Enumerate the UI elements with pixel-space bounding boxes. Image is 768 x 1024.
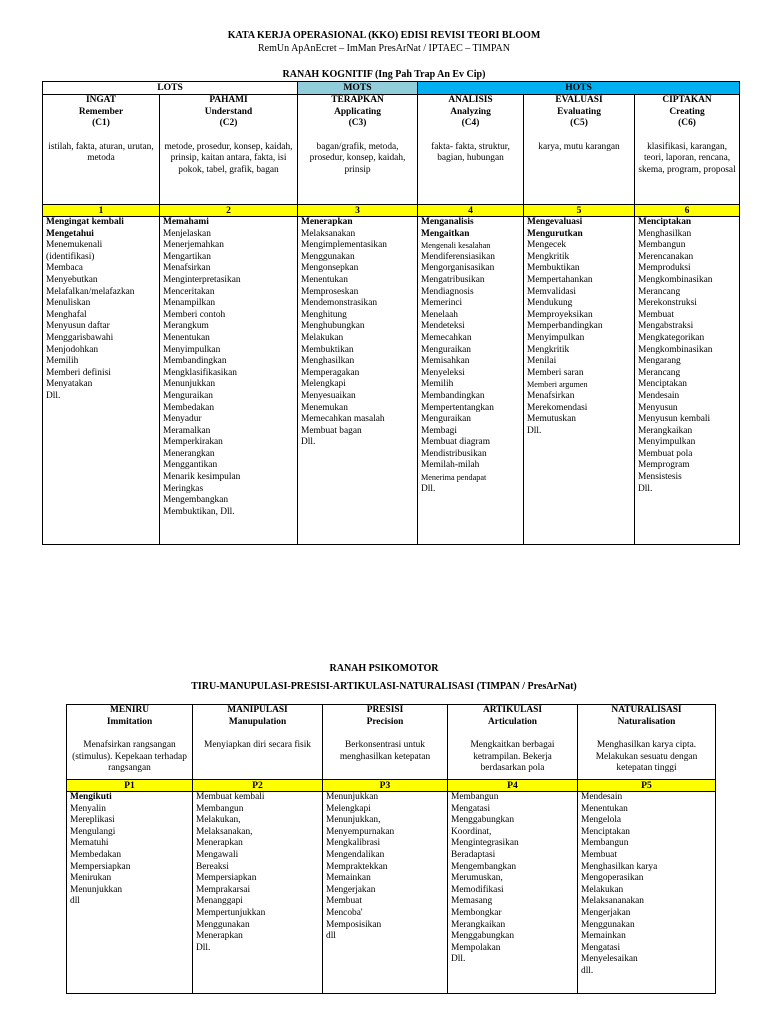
- verb-item: Merangkaikan: [451, 919, 506, 930]
- verb-item: Mempertunjukkan: [196, 907, 266, 918]
- verb-item: dll: [70, 896, 80, 907]
- level-code: (C1): [92, 118, 110, 129]
- verb-item: Melaksanakan: [301, 228, 356, 239]
- level-description: istilah, fakta, aturan, urutan, metoda: [48, 141, 154, 164]
- verb-item: Memproyeksikan: [527, 309, 593, 320]
- verb-item: Merekonstruksi: [638, 298, 697, 309]
- verb-item: Mendemonstrasikan: [301, 298, 378, 309]
- verb-item: Membongkar: [451, 907, 502, 918]
- level-name-en: Manupulation: [228, 716, 287, 727]
- verb-item: Memproduksi: [638, 263, 691, 274]
- verb-item: Membangun: [451, 792, 499, 802]
- verb-item: Menggabungkan: [451, 931, 515, 942]
- verb-item: Koordinat,: [451, 826, 492, 837]
- verb-item: Dll.: [451, 954, 466, 965]
- verb-item: Menjodohkan: [46, 344, 99, 355]
- level-name-en: Remember: [78, 106, 124, 117]
- verb-item: Membangun: [196, 803, 244, 814]
- band-hots: HOTS: [418, 82, 740, 95]
- verb-item: dll.: [581, 965, 594, 976]
- verb-item: Mengkritik: [527, 251, 570, 262]
- verb-item: Menggunakan: [301, 251, 355, 262]
- verb-item: Menyatakan: [46, 379, 93, 390]
- verb-item: Menganalisis: [421, 217, 474, 227]
- verb-item: Menuliskan: [46, 298, 91, 309]
- verb-item: Memberi definisi: [46, 367, 111, 378]
- verb-item: Menerapkan: [196, 838, 243, 849]
- verb-item: Mengkategorikan: [638, 332, 705, 343]
- verb-item: Mempertahankan: [527, 274, 593, 285]
- verb-item: Merencanakan: [638, 251, 694, 262]
- verb-item: Mengorganisasikan: [421, 263, 495, 274]
- level-code: (C5): [570, 118, 588, 129]
- verb-item: Memproseskan: [301, 286, 359, 297]
- level-name-en: Immitation: [106, 716, 153, 727]
- verb-item: Mengawali: [196, 849, 239, 860]
- level-name: ARTIKULASI: [482, 705, 543, 715]
- kognitif-table: [42, 81, 740, 545]
- verb-item: Menemukenali: [46, 240, 103, 251]
- verb-item: Menggarisbawahi: [46, 332, 114, 343]
- verb-list: [160, 217, 298, 545]
- verb-item: Memasang: [451, 896, 493, 907]
- verb-item: Mengaitkan: [421, 228, 470, 239]
- verb-item: Mengerjakan: [326, 884, 376, 895]
- level-number: 3: [298, 205, 418, 217]
- psikomotor-subtitle: TIRU-MANUPULASI-PRESISI-ARTIKULASI-NATURALISASI (TIMPAN / PresArNat): [191, 681, 577, 692]
- kognitif-header-cell: [43, 95, 160, 205]
- level-description: karya, mutu karangan: [538, 141, 620, 152]
- verb-item: Mengkombinasikan: [638, 344, 713, 355]
- verb-item: Menyebutkan: [46, 274, 98, 285]
- verb-item: Mengarang: [638, 356, 681, 367]
- verb-item: Melaksanakan,: [196, 826, 253, 837]
- verb-item: Mempolakan: [451, 942, 501, 953]
- verb-item: Menggunakan: [581, 919, 635, 930]
- level-number: P4: [448, 780, 578, 792]
- verb-item: Meringkas: [163, 483, 204, 494]
- verb-item: Menyadur: [163, 414, 202, 425]
- verb-item: Mempraktekkan: [326, 861, 388, 872]
- verb-item: Mendukung: [527, 298, 573, 309]
- verb-item: Menunjukkan: [163, 379, 216, 390]
- verb-item: Menghafal: [46, 309, 87, 320]
- verb-item: Menerangkan: [163, 448, 215, 459]
- level-number: P1: [67, 780, 193, 792]
- verb-item: Menjelaskan: [163, 228, 211, 239]
- psikomotor-title: RANAH PSIKOMOTOR: [329, 663, 439, 674]
- verb-item: Mematuhi: [70, 838, 109, 849]
- verb-item: Mengikuti: [70, 792, 112, 802]
- verb-item: Mengatribusikan: [421, 274, 485, 285]
- verb-item: Menampilkan: [163, 298, 216, 309]
- level-name-en: Precision: [366, 716, 404, 727]
- level-number: 4: [418, 205, 524, 217]
- level-code: (C2): [219, 118, 238, 129]
- level-name: TERAPKAN: [331, 95, 384, 105]
- verb-item: Mengonsepkan: [301, 263, 359, 274]
- verb-item: Beradaptasi: [451, 849, 496, 860]
- verb-item: Memberi argumen: [527, 380, 588, 390]
- verb-item: Menghubungkan: [301, 321, 365, 332]
- verb-item: Bereaksi: [196, 861, 229, 872]
- verb-item: Mengklasifikasikan: [163, 367, 237, 378]
- level-name-en: Naturalisation: [617, 716, 676, 727]
- verb-item: Menghasilkan karya: [581, 861, 658, 872]
- verb-item: Mengartikan: [163, 251, 211, 262]
- verb-item: Dll.: [638, 483, 653, 494]
- verb-item: (identifikasi): [46, 251, 95, 262]
- verb-item: Merancang: [638, 367, 681, 378]
- verb-item: Membedakan: [163, 402, 215, 413]
- verb-item: Mendeteksi: [421, 321, 465, 332]
- verb-item: Mengintegrasikan: [451, 838, 519, 849]
- verb-item: Menunjukkan: [70, 884, 123, 895]
- level-name: EVALUASI: [555, 95, 603, 105]
- verb-item: Mengingat kembali: [46, 217, 124, 227]
- verb-item: Membuat diagram: [421, 437, 491, 448]
- band-mots: MOTS: [298, 82, 418, 95]
- verb-item: Membuktikan, Dll.: [163, 506, 235, 517]
- level-code: (C6): [678, 118, 696, 129]
- verb-item: Memilah-milah: [421, 460, 480, 471]
- verb-item: Melaksananakan: [581, 896, 644, 907]
- psikomotor-header-cell: [193, 705, 323, 780]
- level-description: metode, prosedur, konsep, kaidah, prinsip, kaitan antara, fakta, isi pokok, tabel, grafik, bagan: [164, 141, 293, 175]
- psikomotor-header-cell: [67, 705, 193, 780]
- verb-item: Memprakarsai: [196, 884, 251, 895]
- verb-item: Menentukan: [301, 274, 348, 285]
- verb-item: Merumuskan,: [451, 873, 503, 884]
- verb-item: Menginterpretasikan: [163, 274, 241, 285]
- level-number: P2: [193, 780, 323, 792]
- verb-item: Mengkritik: [527, 344, 570, 355]
- verb-item: Mengendalikan: [326, 849, 385, 860]
- verb-item: Menciptakan: [638, 217, 692, 227]
- psikomotor-header-cell: [448, 705, 578, 780]
- verb-item: Membangun: [581, 838, 629, 849]
- verb-list: [43, 217, 160, 545]
- verb-item: Mensistesis: [638, 472, 682, 483]
- verb-item: Mengevaluasi: [527, 217, 583, 227]
- level-description: fakta- fakta, struktur, bagian, hubungan: [431, 141, 510, 164]
- kognitif-header-cell: [418, 95, 524, 205]
- level-description: Menyiapkan diri secara fisik: [204, 740, 311, 751]
- level-number: 5: [524, 205, 635, 217]
- verb-item: Membuat: [326, 896, 362, 907]
- verb-item: Mengatasi: [451, 803, 491, 814]
- level-name-en: Evaluating: [557, 106, 601, 117]
- verb-item: Membangun: [638, 240, 686, 251]
- verb-item: Memainkan: [326, 873, 371, 884]
- verb-item: Memberi saran: [527, 367, 584, 378]
- verb-item: Membandingkan: [421, 390, 485, 401]
- verb-item: Mempersiapkan: [196, 873, 257, 884]
- verb-item: Menceritakan: [163, 286, 215, 297]
- verb-item: Menentukan: [581, 803, 628, 814]
- level-number: 6: [635, 205, 740, 217]
- verb-item: Mendiagnosis: [421, 286, 474, 297]
- level-number: 1: [43, 205, 160, 217]
- verb-item: Menunjukkan: [326, 792, 379, 802]
- verb-item: Membuat kembali: [196, 792, 265, 802]
- verb-item: Menyimpulkan: [638, 437, 696, 448]
- verb-item: Dll.: [421, 483, 436, 494]
- level-description: Mengkaitkan berbagai ketrampilan. Bekerja berdasarkan pola: [470, 740, 555, 774]
- verb-item: Mempertentangkan: [421, 402, 494, 413]
- verb-list: [578, 792, 716, 994]
- verb-item: Menyimpulkan: [163, 344, 221, 355]
- verb-item: Mengkombinasikan: [638, 274, 713, 285]
- verb-item: Mempersiapkan: [70, 861, 131, 872]
- verb-item: Merangkum: [163, 321, 209, 332]
- verb-item: Menilai: [527, 356, 557, 367]
- verb-item: Mengatasi: [581, 942, 621, 953]
- verb-item: Menghasilkan: [638, 228, 692, 239]
- verb-item: Memodifikasi: [451, 884, 504, 895]
- verb-item: Memecahkan masalah: [301, 414, 385, 425]
- verb-item: Menghasilkan: [301, 356, 355, 367]
- verb-item: Memposisikan: [326, 919, 382, 930]
- verb-item: Mendiferensiasikan: [421, 251, 495, 262]
- level-number: 2: [160, 205, 298, 217]
- verb-list: [298, 217, 418, 545]
- verb-item: Memilih: [421, 379, 454, 390]
- verb-item: Membuat: [638, 309, 674, 320]
- page-title: KATA KERJA OPERASIONAL (KKO) EDISI REVISI TEORI BLOOM: [227, 30, 541, 41]
- verb-item: Mengetahui: [46, 228, 94, 239]
- level-number: P3: [323, 780, 448, 792]
- verb-item: Memecahkan: [421, 332, 472, 343]
- verb-item: Mengerjakan: [581, 907, 631, 918]
- kognitif-header-cell: [160, 95, 298, 205]
- verb-item: Mengulangi: [70, 826, 116, 837]
- verb-item: Merancang: [638, 286, 681, 297]
- level-description: Menafsirkan rangsangan (stimulus). Kepekaan terhadap rangsangan: [72, 740, 187, 774]
- verb-item: Menciptakan: [638, 379, 687, 390]
- verb-item: Menggunakan: [196, 919, 250, 930]
- level-description: bagan/grafik, metoda, prosedur, konsep, kaidah, prinsip: [309, 141, 406, 175]
- verb-item: Menyusun: [638, 402, 678, 413]
- verb-item: Merekomendasi: [527, 402, 588, 413]
- level-name-en: Analyzing: [450, 106, 491, 117]
- verb-item: Dll.: [46, 390, 61, 401]
- psikomotor-header-cell: [323, 705, 448, 780]
- level-name: ANALISIS: [448, 95, 493, 105]
- verb-list: [635, 217, 740, 545]
- verb-item: Memperbandingkan: [527, 321, 603, 332]
- band-lots: LOTS: [43, 82, 298, 95]
- verb-item: Memisahkan: [421, 356, 470, 367]
- level-name: MENIRU: [109, 705, 150, 715]
- verb-item: Menyimpulkan: [527, 332, 585, 343]
- verb-item: Memahami: [163, 217, 209, 227]
- verb-item: Memerinci: [421, 298, 463, 309]
- verb-item: Membuktikan: [301, 344, 354, 355]
- verb-item: Mengecek: [527, 240, 567, 251]
- verb-item: Menyeleksi: [421, 367, 465, 378]
- verb-item: Memprogram: [638, 460, 690, 471]
- verb-item: Dll.: [196, 942, 211, 953]
- kognitif-header-cell: [524, 95, 635, 205]
- verb-item: Melakukan: [301, 332, 344, 343]
- verb-item: Menguraikan: [421, 414, 471, 425]
- level-name-en: Creating: [669, 106, 705, 117]
- level-name: INGAT: [85, 95, 117, 105]
- verb-item: Menemukan: [301, 402, 348, 413]
- verb-item: Menyalin: [70, 803, 106, 814]
- verb-item: Menanggapi: [196, 896, 243, 907]
- verb-item: Mengimplementasikan: [301, 240, 387, 251]
- level-description: Berkonsentrasi untuk menghasilkan ketepatan: [339, 740, 431, 762]
- level-name: PAHAMI: [209, 95, 248, 105]
- verb-item: Menghitung: [301, 309, 347, 320]
- verb-item: Menunjukkan,: [326, 815, 381, 826]
- verb-item: Merangkaikan: [638, 425, 693, 436]
- verb-item: Menerapkan: [301, 217, 353, 227]
- verb-item: Menelaah: [421, 309, 458, 320]
- verb-item: Mengkalibrasi: [326, 838, 381, 849]
- verb-item: Membuat: [581, 849, 617, 860]
- verb-item: Menyelesaikan: [581, 954, 638, 965]
- verb-item: Mengoperasikan: [581, 873, 644, 884]
- verb-item: Melengkapi: [301, 379, 346, 390]
- level-code: (C3): [348, 118, 367, 129]
- verb-item: Menyesuaikan: [301, 390, 356, 401]
- verb-item: Menirukan: [70, 873, 112, 884]
- verb-list: [524, 217, 635, 545]
- verb-item: dll: [326, 931, 336, 942]
- verb-item: Mereplikasi: [70, 815, 115, 826]
- verb-list: [67, 792, 193, 994]
- verb-list: [418, 217, 524, 545]
- verb-item: Menarik kesimpulan: [163, 472, 241, 483]
- verb-item: Melengkapi: [326, 803, 371, 814]
- verb-item: Mendesain: [581, 792, 623, 802]
- level-name: MANIPULASI: [227, 705, 288, 715]
- verb-item: Mendesain: [638, 390, 680, 401]
- verb-item: Mengabstraksi: [638, 321, 694, 332]
- level-name: CIPTAKAN: [662, 95, 712, 105]
- verb-item: Menyusun daftar: [46, 321, 110, 332]
- psikomotor-table: [66, 704, 716, 994]
- verb-item: Menggabungkan: [451, 815, 515, 826]
- verb-item: Menerjemahkan: [163, 240, 224, 251]
- verb-item: Mengembangkan: [451, 861, 517, 872]
- verb-list: [448, 792, 578, 994]
- verb-item: Memperagakan: [301, 367, 360, 378]
- verb-item: Mendistribusikan: [421, 448, 487, 459]
- verb-item: Menafsirkan: [527, 390, 575, 401]
- verb-item: Menerapkan: [196, 931, 243, 942]
- verb-item: Mencoba': [326, 907, 363, 918]
- verb-list: [323, 792, 448, 994]
- verb-item: Memvalidasi: [527, 286, 576, 297]
- verb-item: Dll.: [301, 437, 316, 448]
- verb-item: Menentukan: [163, 332, 210, 343]
- verb-item: Menggantikan: [163, 460, 218, 471]
- verb-item: Membuktikan: [527, 263, 580, 274]
- verb-list: [193, 792, 323, 994]
- verb-item: Mengembangkan: [163, 495, 229, 506]
- verb-item: Menguraikan: [163, 390, 213, 401]
- verb-item: Mengurutkan: [527, 228, 583, 239]
- level-description: Menghasilkan karya cipta. Melakukan sesuatu dengan ketepatan tinggi: [595, 740, 698, 774]
- verb-item: Dll.: [527, 425, 542, 436]
- kognitif-header-cell: [298, 95, 418, 205]
- kognitif-header-cell: [635, 95, 740, 205]
- verb-item: Mengelola: [581, 815, 622, 826]
- level-name: NATURALISASI: [611, 705, 682, 715]
- verb-item: Membaca: [46, 263, 83, 274]
- level-description: klasifikasi, karangan, teori, laporan, rencana, skema, program, proposal: [638, 141, 736, 175]
- verb-item: Meramalkan: [163, 425, 211, 436]
- verb-item: Memberi contoh: [163, 309, 226, 320]
- verb-item: Membuat pola: [638, 448, 693, 459]
- level-name-en: Articulation: [488, 716, 537, 727]
- verb-item: Membuat bagan: [301, 425, 362, 436]
- verb-item: Menguraikan: [421, 344, 471, 355]
- verb-item: Menerima pendapat: [421, 473, 487, 483]
- verb-item: Membagi: [421, 425, 457, 436]
- verb-item: Menciptakan: [581, 826, 630, 837]
- verb-item: Melakukan: [581, 884, 624, 895]
- verb-item: Membedakan: [70, 849, 122, 860]
- verb-item: Memilih: [46, 356, 79, 367]
- level-name-en: Applicating: [334, 106, 381, 117]
- page-subtitle: RemUn ApAnEcret – ImMan PresArNat / IPTAEC – TIMPAN: [258, 43, 510, 54]
- verb-item: Mengenali kesalahan: [421, 241, 491, 251]
- verb-item: Membandingkan: [163, 356, 227, 367]
- kognitif-title: RANAH KOGNITIF (Ing Pah Trap An Ev Cip): [282, 69, 486, 80]
- verb-item: Memutuskan: [527, 414, 576, 425]
- level-name: PRESISI: [366, 705, 404, 715]
- verb-item: Menafsirkan: [163, 263, 211, 274]
- verb-item: Memainkan: [581, 931, 626, 942]
- verb-item: Menyempurnakan: [326, 826, 395, 837]
- verb-item: Memperkirakan: [163, 437, 223, 448]
- level-name-en: Understand: [204, 106, 253, 117]
- psikomotor-header-cell: [578, 705, 716, 780]
- level-code: (C4): [461, 118, 480, 129]
- verb-item: Melafalkan/melafazkan: [46, 286, 135, 297]
- level-number: P5: [578, 780, 716, 792]
- verb-item: Melakukan,: [196, 815, 241, 826]
- verb-item: Menyusun kembali: [638, 414, 711, 425]
